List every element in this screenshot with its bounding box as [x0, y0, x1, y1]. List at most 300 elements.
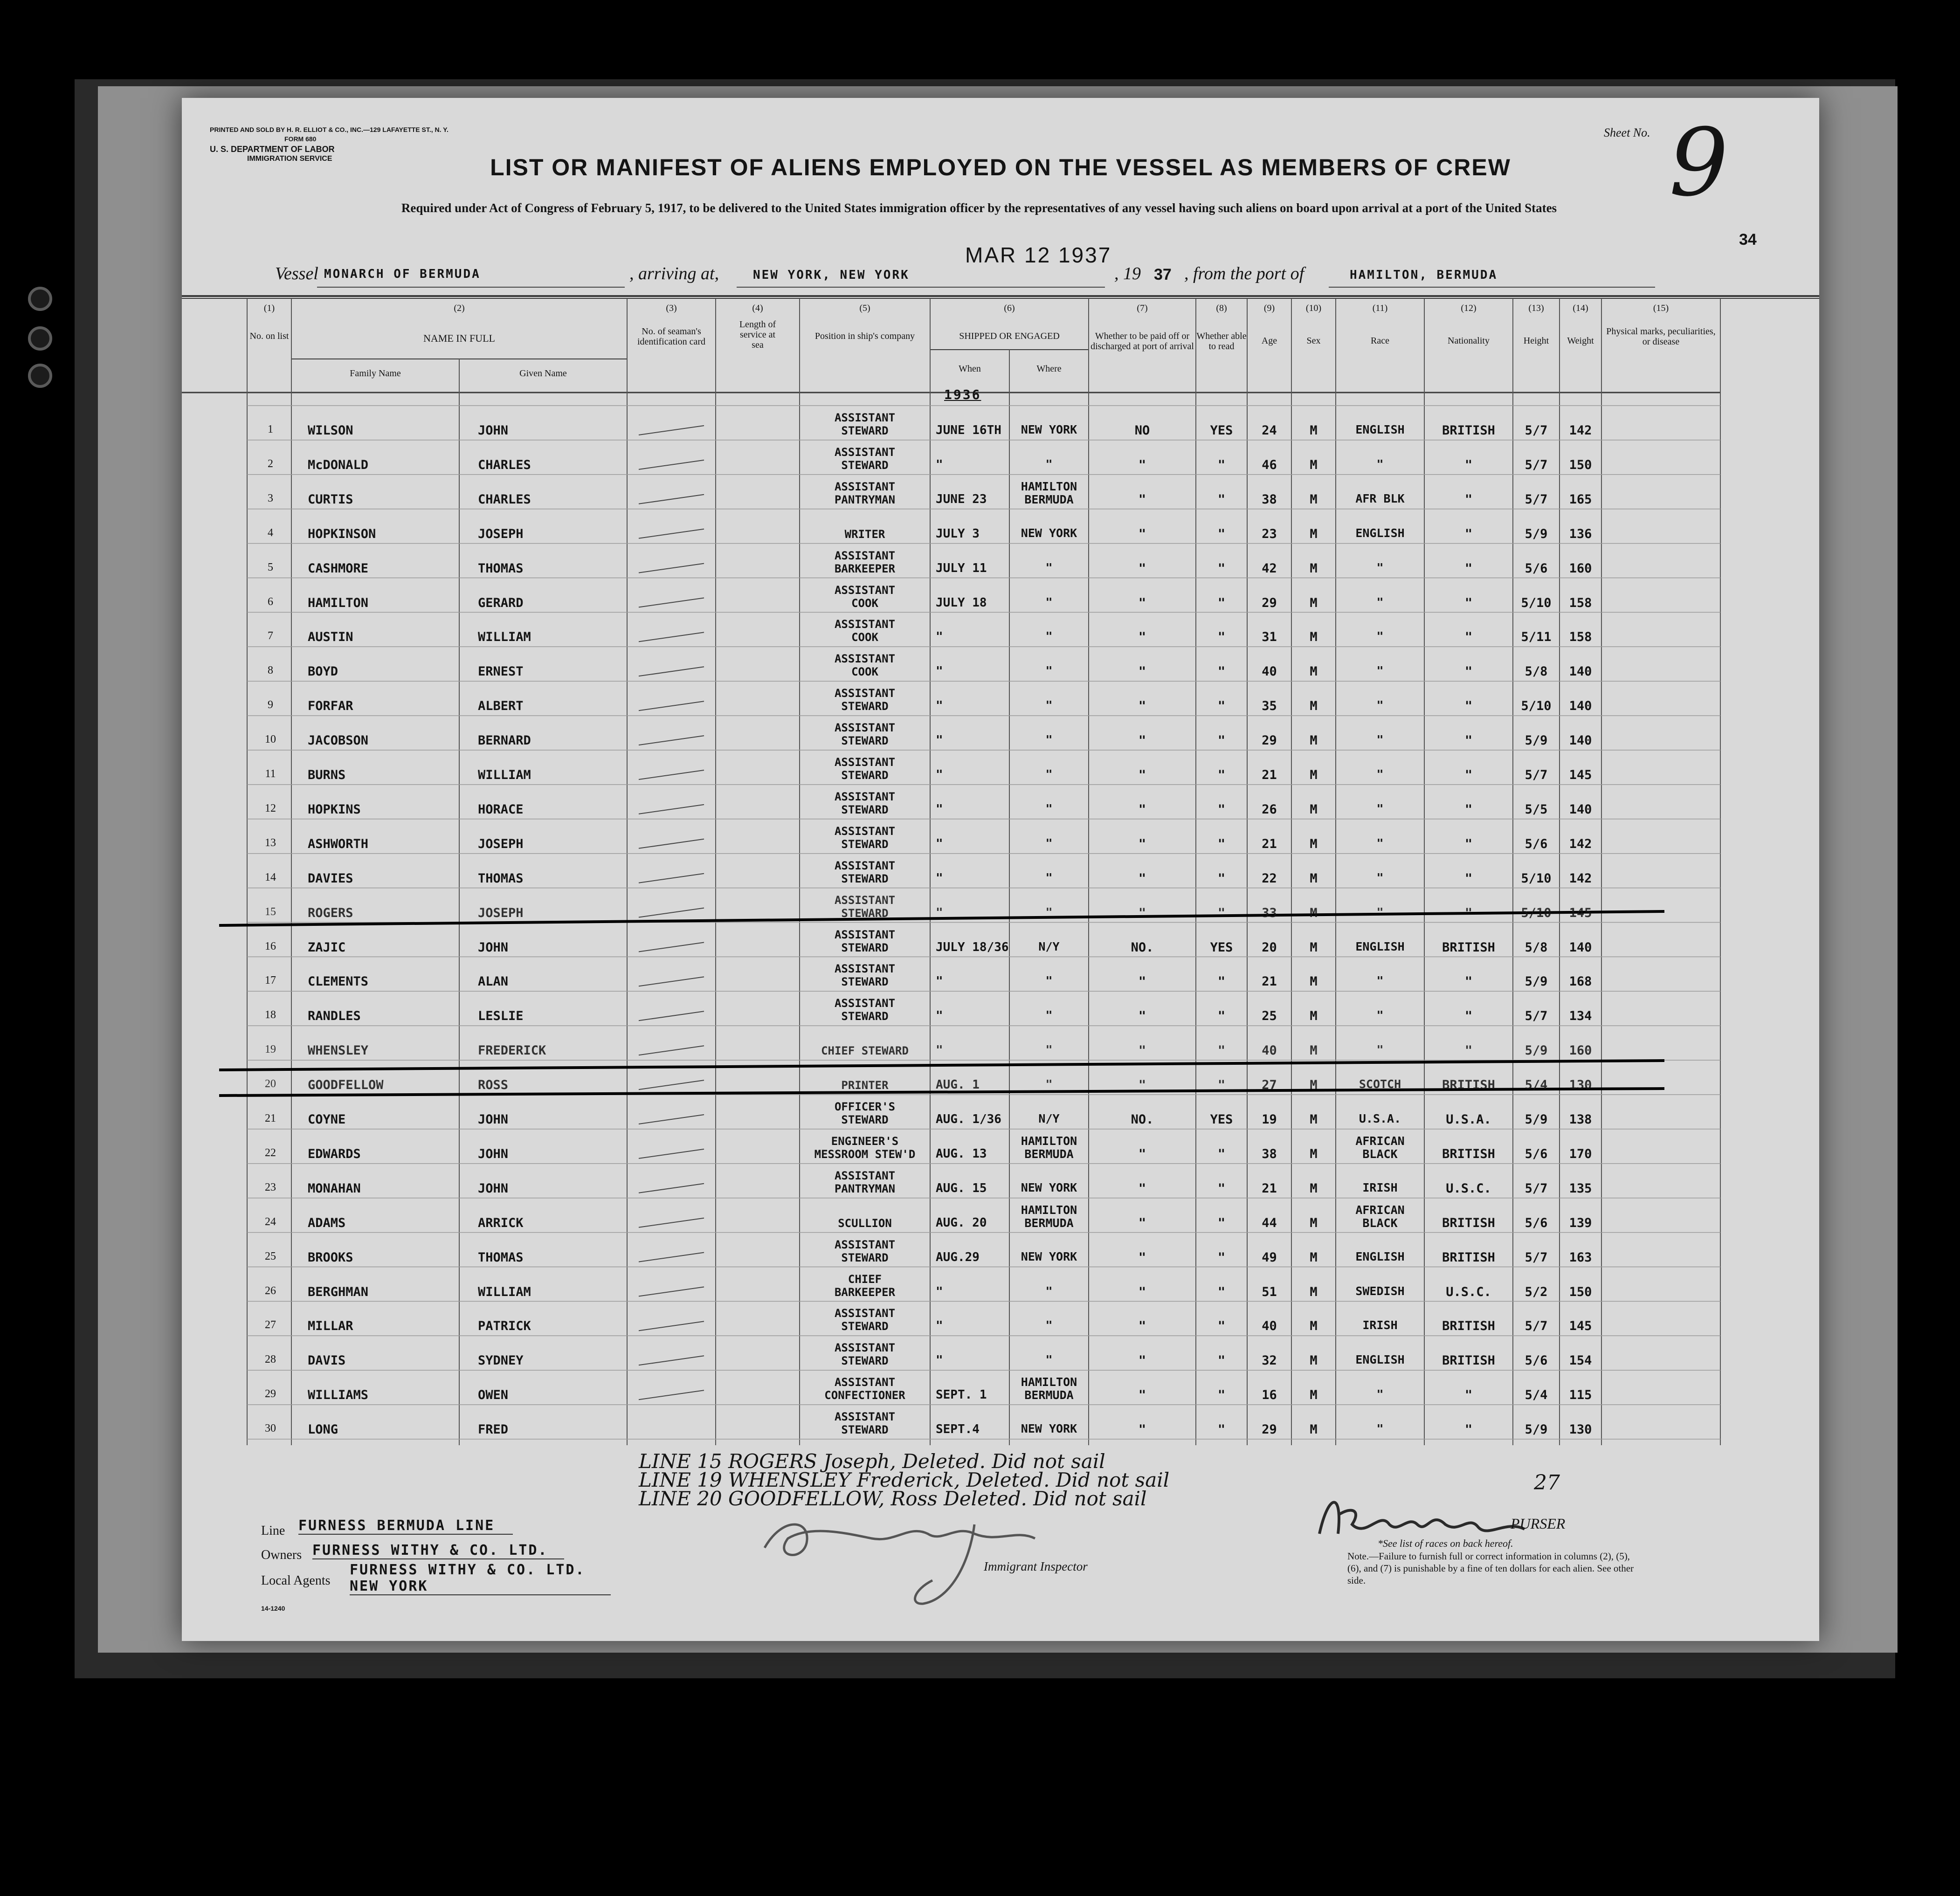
cell-height: 5/9 — [1525, 733, 1548, 748]
cell-when: JULY 18 — [936, 595, 987, 610]
printer-note: PRINTED AND SOLD BY H. R. ELLIOT & CO., INC.—129 LAFAYETTE ST., N. Y. — [210, 126, 449, 133]
where-line: NEW YORK — [1021, 423, 1077, 436]
cell-family: JACOBSON — [308, 733, 369, 748]
cell-where — [1009, 618, 1089, 643]
cell-weight: 168 — [1569, 974, 1592, 989]
table-row — [182, 612, 1720, 647]
cell-no: 18 — [265, 1009, 276, 1021]
from-port-label: , from the port of — [1184, 264, 1304, 283]
sheet-label: Sheet No. — [1604, 126, 1650, 139]
cell-race — [1336, 1341, 1424, 1366]
cell-given: BERNARD — [478, 733, 531, 748]
cell-no: 3 — [268, 492, 273, 504]
cell-no: 12 — [265, 802, 276, 814]
cell-race — [1336, 859, 1424, 884]
cell-position — [800, 721, 930, 747]
cell-height: 5/7 — [1525, 1181, 1548, 1196]
deletion-notes — [639, 1452, 1169, 1508]
position-line: STEWARD — [841, 458, 889, 472]
cell-where — [1009, 928, 1089, 953]
cell-position — [800, 928, 930, 954]
cell-position — [800, 1169, 930, 1195]
race-line: " — [1376, 767, 1384, 781]
cell-weight: 130 — [1569, 1078, 1592, 1093]
cell-age: 31 — [1262, 630, 1277, 645]
col-header-marks: Physical marks, peculiarities, or disease — [1606, 326, 1716, 347]
col-num-11: (11) — [1372, 303, 1388, 313]
where-line: BERMUDA — [1024, 492, 1074, 506]
col-header-shipped: SHIPPED OR ENGAGED — [959, 331, 1060, 341]
cell-position — [800, 1341, 930, 1367]
cell-family: BOYD — [308, 664, 338, 679]
table-row — [182, 1198, 1720, 1233]
cell-paid: " — [1138, 1250, 1146, 1265]
cell-given: HORACE — [478, 802, 524, 817]
position-line: ASSISTANT — [834, 411, 896, 424]
cell-given: GERARD — [478, 595, 524, 610]
cell-paid: " — [1138, 1009, 1146, 1024]
cell-given: SYDNEY — [478, 1353, 524, 1368]
col-num-5: (5) — [859, 303, 870, 313]
cell-race — [1336, 997, 1424, 1022]
position-line: ASSISTANT — [834, 893, 896, 907]
cell-nat: " — [1464, 699, 1473, 714]
cell-no: 5 — [268, 561, 273, 573]
cell-position — [800, 1307, 930, 1333]
cell-paid: " — [1138, 1388, 1146, 1403]
owners-value: FURNESS WITHY & CO. LTD. — [312, 1542, 564, 1559]
cell-nat: " — [1464, 802, 1473, 817]
manifest-sheet — [182, 98, 1819, 1641]
cell-weight: 160 — [1569, 1043, 1592, 1058]
race-line: " — [1376, 905, 1384, 919]
cell-position — [800, 1204, 930, 1230]
cell-where — [1009, 480, 1089, 506]
cell-weight: 136 — [1569, 526, 1592, 541]
line-label: Line — [261, 1524, 285, 1538]
cell-paid: " — [1138, 802, 1146, 817]
cell-age: 49 — [1262, 1250, 1277, 1265]
form-code: 14-1240 — [261, 1605, 285, 1612]
cell-weight: 140 — [1569, 733, 1592, 748]
cell-family: DAVIS — [308, 1353, 346, 1368]
col-num-8: (8) — [1216, 303, 1227, 313]
cell-where — [1009, 825, 1089, 850]
cell-read: " — [1217, 1043, 1226, 1058]
cell-age: 26 — [1262, 802, 1277, 817]
cell-sex: M — [1310, 768, 1318, 782]
cell-nat: " — [1464, 1388, 1473, 1403]
cell-nat: BRITISH — [1442, 1319, 1495, 1334]
cell-nat: " — [1464, 1043, 1473, 1058]
position-line: STEWARD — [841, 1010, 889, 1023]
cell-height: 5/6 — [1525, 1215, 1548, 1230]
position-line: BARKEEPER — [834, 1285, 896, 1299]
cell-when: " — [936, 1043, 943, 1058]
cell-position — [800, 859, 930, 885]
cell-nat: U.S.C. — [1446, 1181, 1491, 1196]
cell-given: JOHN — [478, 1181, 509, 1196]
where-line: HAMILTON — [1021, 1134, 1077, 1148]
cell-weight: 150 — [1569, 457, 1592, 472]
deletion-note: LINE 19 WHENSLEY Frederick, Deleted. Did not sail — [639, 1469, 1170, 1491]
cell-when: AUG. 1/36 — [936, 1112, 1001, 1126]
cell-sex: M — [1310, 1422, 1318, 1437]
position-line: ASSISTANT — [834, 1307, 896, 1320]
cell-race — [1336, 928, 1424, 953]
arriving-label: , arriving at, — [629, 264, 719, 283]
table-row — [182, 957, 1720, 991]
cell-when: AUG. 20 — [936, 1215, 987, 1230]
cell-no: 24 — [265, 1215, 276, 1228]
where-line: " — [1045, 595, 1053, 609]
cell-race — [1336, 480, 1424, 505]
cell-position — [800, 549, 930, 575]
col-num-7: (7) — [1137, 303, 1148, 313]
race-line: " — [1376, 836, 1384, 850]
race-line: AFR BLK — [1355, 491, 1405, 505]
where-line: " — [1045, 560, 1053, 574]
race-line: " — [1376, 560, 1384, 574]
race-line: " — [1376, 1387, 1384, 1401]
cell-given: JOSEPH — [478, 905, 524, 920]
table-row — [182, 1267, 1720, 1302]
where-line: BERMUDA — [1024, 1388, 1074, 1402]
position-line — [800, 1204, 930, 1217]
cell-height: 5/9 — [1525, 1112, 1548, 1127]
cell-height: 5/11 — [1521, 630, 1552, 645]
position-line: COOK — [851, 665, 878, 679]
position-line: PANTRYMAN — [834, 493, 896, 506]
cell-position — [800, 1031, 930, 1057]
cell-read: " — [1217, 526, 1226, 541]
cell-given: PATRICK — [478, 1319, 531, 1334]
cell-position — [800, 687, 930, 713]
where-line: " — [1045, 1353, 1053, 1367]
cell-given: THOMAS — [478, 871, 524, 886]
col-header-name: NAME IN FULL — [423, 332, 495, 344]
cell-read: " — [1217, 1388, 1226, 1403]
cell-nat: BRITISH — [1442, 1078, 1495, 1093]
cell-position — [800, 997, 930, 1023]
cell-race — [1336, 756, 1424, 781]
cell-position — [800, 756, 930, 782]
cell-age: 19 — [1262, 1112, 1277, 1127]
cell-where — [1009, 962, 1089, 987]
cell-paid: NO. — [1131, 940, 1154, 955]
cell-height: 5/2 — [1525, 1284, 1548, 1299]
table-row — [182, 406, 1720, 440]
cell-given: OWEN — [478, 1388, 509, 1403]
cell-given: WILLIAM — [478, 768, 531, 782]
cell-when: JUNE 16TH — [936, 423, 1001, 437]
table-row — [182, 1405, 1720, 1439]
cell-sex: M — [1310, 1353, 1318, 1368]
table-row — [182, 1129, 1720, 1164]
cell-age: 33 — [1262, 905, 1277, 920]
cell-read: " — [1217, 1215, 1226, 1230]
cell-no: 27 — [265, 1319, 276, 1331]
position-line: ASSISTANT — [834, 928, 896, 941]
cell-no: 16 — [265, 940, 276, 952]
cell-weight: 165 — [1569, 492, 1592, 507]
where-line: " — [1045, 629, 1053, 643]
cell-no: 21 — [265, 1112, 276, 1124]
binder-hole — [28, 364, 52, 388]
cell-family: HOPKINSON — [308, 526, 376, 541]
cell-paid: " — [1138, 699, 1146, 714]
cell-read: " — [1217, 1146, 1226, 1161]
cell-age: 38 — [1262, 492, 1277, 507]
cell-nat: BRITISH — [1442, 1146, 1495, 1161]
col-header-paid-off: Whether to be paid off or discharged at port of arrival — [1090, 331, 1194, 352]
position-line: STEWARD — [841, 424, 889, 437]
cell-given: THOMAS — [478, 561, 524, 576]
table-row — [182, 647, 1720, 681]
cell-family: WHENSLEY — [308, 1043, 369, 1058]
table-row — [182, 509, 1720, 544]
cell-nat: " — [1464, 836, 1473, 851]
cell-height: 5/6 — [1525, 561, 1548, 576]
table-row — [182, 1026, 1720, 1060]
where-line: BERMUDA — [1024, 1147, 1074, 1161]
cell-sex: M — [1310, 1284, 1318, 1299]
cell-race — [1336, 1135, 1424, 1161]
cell-sex: M — [1310, 595, 1318, 610]
cell-weight: 130 — [1569, 1422, 1592, 1437]
cell-race — [1336, 515, 1424, 540]
cell-sex: M — [1310, 1181, 1318, 1196]
cell-no: 20 — [265, 1078, 276, 1090]
cell-nat: " — [1464, 526, 1473, 541]
cell-height: 5/10 — [1521, 871, 1552, 886]
cell-race — [1336, 1031, 1424, 1056]
cell-position — [800, 894, 930, 920]
race-line: SCOTCH — [1359, 1077, 1401, 1091]
where-line: " — [1045, 1284, 1053, 1298]
cell-weight: 145 — [1569, 768, 1592, 782]
cell-age: 40 — [1262, 1043, 1277, 1058]
cell-paid: " — [1138, 1146, 1146, 1161]
cell-height: 5/6 — [1525, 836, 1548, 851]
col-header-given: Given Name — [519, 368, 567, 379]
cell-race — [1336, 652, 1424, 677]
where-line: " — [1045, 664, 1053, 678]
cell-family: GOODFELLOW — [308, 1078, 384, 1093]
cell-paid: " — [1138, 905, 1146, 920]
vessel-name: MONARCH OF BERMUDA — [324, 267, 481, 281]
cell-weight: 115 — [1569, 1388, 1592, 1403]
cell-paid: " — [1138, 561, 1146, 576]
position-line: ASSISTANT — [834, 583, 896, 597]
cell-race — [1336, 549, 1424, 574]
table-row — [182, 1336, 1720, 1370]
cell-read: " — [1217, 905, 1226, 920]
cell-nat: " — [1464, 595, 1473, 610]
col-header-position: Position in ship's company — [814, 331, 915, 341]
cell-read: " — [1217, 1078, 1226, 1093]
cell-read: YES — [1210, 423, 1233, 438]
table-row — [182, 1164, 1720, 1198]
position-line: ASSISTANT — [834, 1238, 896, 1251]
table-row — [182, 854, 1720, 888]
cell-read: " — [1217, 664, 1226, 679]
cell-weight: 150 — [1569, 1284, 1592, 1299]
position-line: CHIEF STEWARD — [821, 1044, 909, 1058]
cell-given: ALBERT — [478, 699, 524, 714]
cell-height: 5/10 — [1521, 699, 1552, 714]
page-title: LIST OR MANIFEST OF ALIENS EMPLOYED ON THE VESSEL AS MEMBERS OF CREW — [490, 154, 1511, 180]
cell-when: " — [936, 836, 943, 851]
cell-family: DAVIES — [308, 871, 353, 886]
cell-no: 25 — [265, 1250, 276, 1262]
position-line: ASSISTANT — [834, 962, 896, 976]
col-header-where: Where — [1036, 364, 1062, 374]
cell-age: 32 — [1262, 1353, 1277, 1368]
race-line: " — [1376, 1043, 1384, 1057]
cell-no: 6 — [268, 595, 273, 608]
position-line: ASSISTANT — [834, 480, 896, 493]
cell-sex: M — [1310, 664, 1318, 679]
cell-nat: " — [1464, 871, 1473, 886]
cell-family: BROOKS — [308, 1250, 353, 1265]
race-line: ENGLISH — [1355, 423, 1405, 436]
cell-paid: " — [1138, 733, 1146, 748]
col-num-14: (14) — [1573, 303, 1588, 313]
cell-when: JULY 11 — [936, 561, 987, 575]
where-line: NEW YORK — [1021, 1180, 1077, 1194]
cell-height: 5/9 — [1525, 974, 1548, 989]
cell-where — [1009, 515, 1089, 540]
col-num-6: (6) — [1004, 303, 1015, 313]
cell-height: 5/4 — [1525, 1388, 1548, 1403]
cell-no: 29 — [265, 1388, 276, 1400]
cell-weight: 140 — [1569, 699, 1592, 714]
cell-no: 28 — [265, 1353, 276, 1366]
col-header-weight: Weight — [1567, 336, 1594, 346]
race-line: BLACK — [1362, 1216, 1398, 1230]
cell-family: ASHWORTH — [308, 836, 369, 851]
cell-where — [1009, 859, 1089, 884]
position-line: ASSISTANT — [834, 824, 896, 838]
cell-where — [1009, 1169, 1089, 1194]
position-line: ASSISTANT — [834, 1169, 896, 1182]
cell-read: " — [1217, 1319, 1226, 1334]
cell-paid: " — [1138, 1215, 1146, 1230]
cell-no: 8 — [268, 664, 273, 677]
position-line: STEWARD — [841, 734, 889, 748]
table-row — [182, 475, 1720, 509]
cell-sex: M — [1310, 1078, 1318, 1093]
position-line: ASSISTANT — [834, 1341, 896, 1355]
cell-when: " — [936, 664, 943, 679]
cell-nat: BRITISH — [1442, 1250, 1495, 1265]
cell-height: 5/8 — [1525, 940, 1548, 955]
cell-nat: BRITISH — [1442, 1353, 1495, 1368]
cell-given: ROSS — [478, 1078, 509, 1093]
cell-no: 2 — [268, 457, 273, 470]
cell-read: " — [1217, 699, 1226, 714]
cell-given: JOHN — [478, 423, 509, 438]
cell-where — [1009, 411, 1089, 436]
col-header-race: Race — [1371, 336, 1389, 346]
cell-read: " — [1217, 492, 1226, 507]
cell-given: FREDERICK — [478, 1043, 546, 1058]
table-row — [182, 991, 1720, 1026]
position-line: STEWARD — [841, 941, 889, 954]
position-line: COOK — [851, 631, 878, 644]
cell-given: CHARLES — [478, 457, 531, 472]
cell-where — [1009, 1204, 1089, 1230]
cell-age: 35 — [1262, 699, 1277, 714]
race-line: IRISH — [1362, 1180, 1398, 1194]
cell-family: CASHMORE — [308, 561, 369, 576]
cell-position — [800, 1100, 930, 1126]
position-line: ASSISTANT — [834, 859, 896, 872]
purser-label: PURSER — [1511, 1515, 1566, 1532]
col-header-seaman-card: No. of seaman's identification card — [637, 326, 706, 347]
race-line: BLACK — [1362, 1147, 1398, 1161]
cell-weight: 134 — [1569, 1009, 1592, 1024]
cell-nat: U.S.A. — [1446, 1112, 1491, 1127]
cell-when: " — [936, 768, 943, 782]
cell-sex: M — [1310, 561, 1318, 576]
cell-sex: M — [1310, 905, 1318, 920]
where-line: BERMUDA — [1024, 1216, 1074, 1230]
year-note: 1936 — [944, 387, 981, 402]
cell-read: " — [1217, 630, 1226, 645]
cell-paid: " — [1138, 630, 1146, 645]
cell-where — [1009, 894, 1089, 919]
cell-paid: " — [1138, 664, 1146, 679]
position-line: COOK — [851, 596, 878, 610]
line-value: FURNESS BERMUDA LINE — [298, 1517, 513, 1535]
cell-when: " — [936, 871, 943, 885]
cell-nat: " — [1464, 457, 1473, 472]
col-num-4: (4) — [752, 303, 763, 313]
cell-read: " — [1217, 974, 1226, 989]
position-line: ASSISTANT — [834, 1376, 896, 1389]
cell-age: 29 — [1262, 595, 1277, 610]
position-line: ASSISTANT — [834, 721, 896, 735]
cell-when: " — [936, 1319, 943, 1333]
position-line: CONFECTIONER — [824, 1389, 905, 1402]
position-line: STEWARD — [841, 1320, 889, 1333]
race-line: SWEDISH — [1355, 1284, 1405, 1298]
where-line: " — [1045, 457, 1053, 471]
position-line: STEWARD — [841, 872, 889, 885]
cell-race — [1336, 687, 1424, 712]
where-line: " — [1045, 1077, 1053, 1091]
position-line: STEWARD — [841, 975, 889, 989]
cell-position — [800, 618, 930, 644]
cell-age: 29 — [1262, 733, 1277, 748]
cell-read: " — [1217, 871, 1226, 886]
cell-sex: M — [1310, 423, 1318, 438]
cell-sex: M — [1310, 1250, 1318, 1265]
cell-race — [1336, 618, 1424, 643]
cell-where — [1009, 1100, 1089, 1125]
deletion-note: LINE 15 ROGERS Joseph, Deleted. Did not sail — [639, 1450, 1105, 1473]
cell-position — [800, 446, 930, 472]
cell-age: 44 — [1262, 1215, 1277, 1230]
cell-when: AUG. 13 — [936, 1146, 987, 1161]
cell-position — [800, 790, 930, 816]
cell-sex: M — [1310, 526, 1318, 541]
cell-given: ALAN — [478, 974, 509, 989]
cell-no: 22 — [265, 1146, 276, 1159]
race-line: " — [1376, 1008, 1384, 1022]
